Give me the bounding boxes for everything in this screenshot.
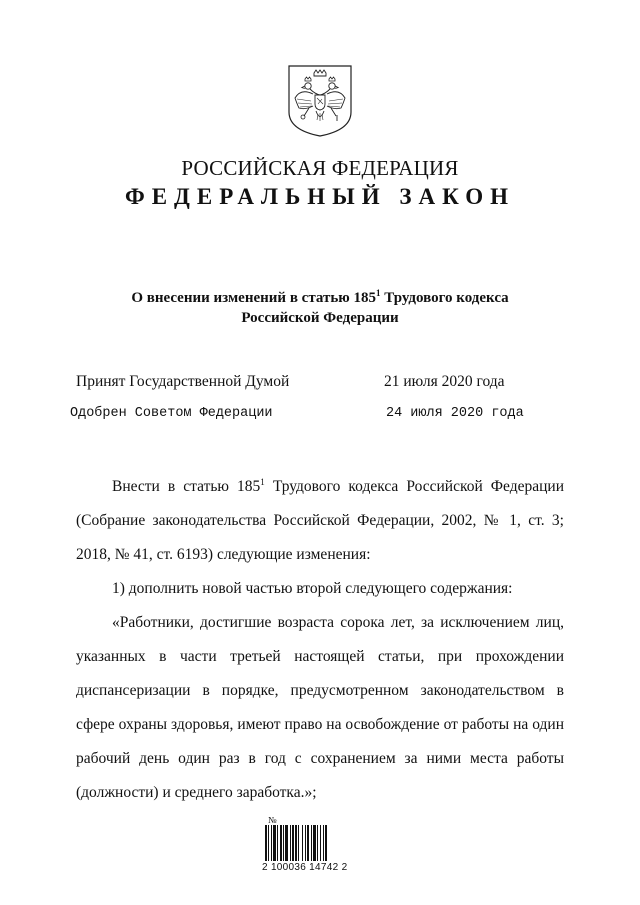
paragraph-text: Трудового кодекса Российской Федерации (Собрание законодательства Российской Федерации, 2002, № 1, ст. 3; 2018, № 41, ст. 6193) следующие изменения: — [76, 478, 564, 563]
duma-adoption-label: Принят Государственной Думой — [76, 373, 290, 390]
law-title-text: Трудового кодекса — [380, 290, 509, 306]
paragraph-intro — [76, 470, 564, 572]
law-body — [76, 470, 564, 810]
barcode-number: 2 100036 14742 2 — [262, 862, 348, 873]
article-superscript: 1 — [260, 477, 265, 487]
paragraph-amendment-1: 1) дополнить новой частью второй следующего содержания: — [112, 580, 513, 597]
law-title-line-2: Российской Федерации — [241, 310, 399, 326]
article-superscript: 1 — [376, 288, 381, 298]
duma-adoption-date: 21 июля 2020 года — [384, 373, 505, 390]
paragraph-text: Внести в статью 185 — [112, 478, 261, 495]
barcode-bars — [265, 825, 353, 861]
paragraph-new-text: «Работники, достигшие возраста сорока лет, за исключением лиц, указанных в части третьей настоящей статьи, при прохождении диспансеризации в порядке, предусмотренном законодательством в сфере охраны здоровья, имеют право на освобождение от работы на один рабочий день один раз в год с сохранением за ними места работы (должности) и среднего заработка.»; — [76, 614, 564, 801]
council-approval-date: 24 июля 2020 года — [386, 406, 524, 421]
law-title-text: О внесении изменений в статью 185 — [131, 290, 377, 306]
law-title — [0, 288, 640, 328]
council-approval-label: Одобрен Советом Федерации — [70, 406, 273, 421]
double-headed-eagle-icon — [287, 64, 353, 138]
law-title-line-1 — [0, 288, 640, 308]
coat-of-arms-icon — [287, 64, 353, 138]
document-type: ФЕДЕРАЛЬНЫЙ ЗАКОН — [124, 184, 516, 209]
barcode — [262, 815, 382, 873]
barcode-mark: № — [268, 815, 277, 825]
country-name: РОССИЙСКАЯ ФЕДЕРАЦИЯ — [181, 156, 459, 180]
